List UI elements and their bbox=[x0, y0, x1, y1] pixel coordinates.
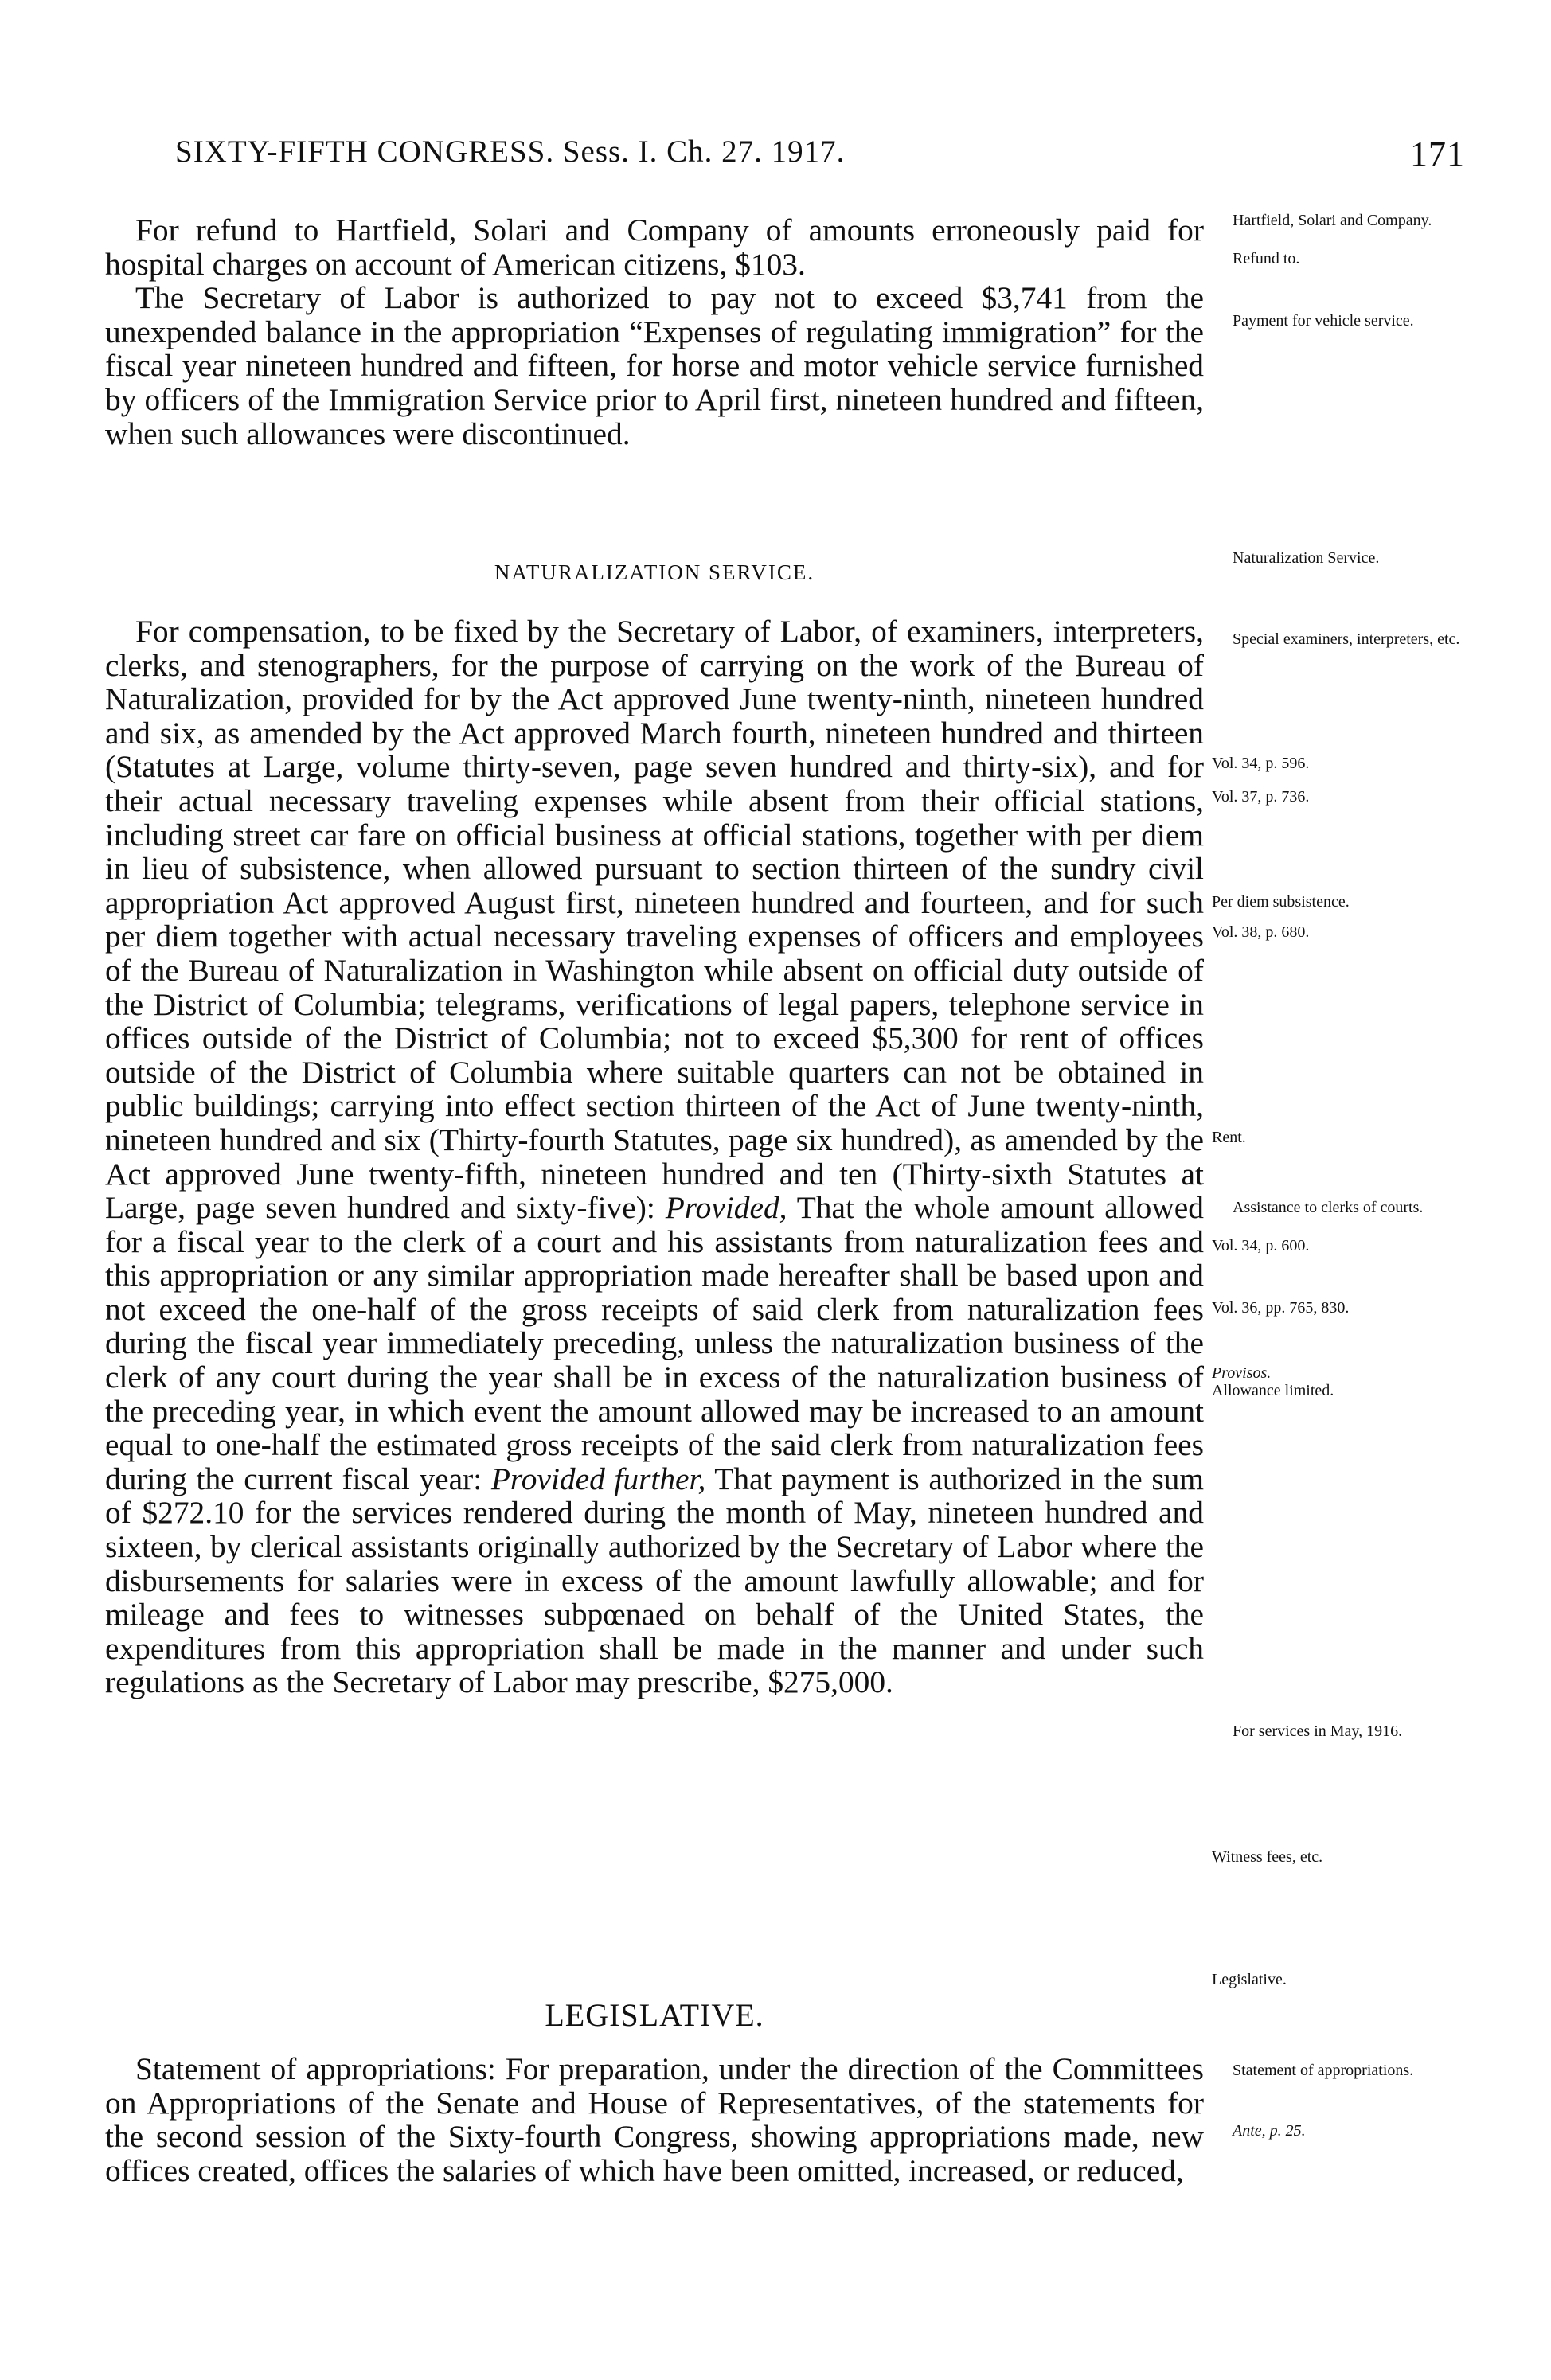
heading-naturalization-service: NATURALIZATION SERVICE. bbox=[494, 560, 815, 584]
margin-note-hartfield: Hartfield, Solari and Company. bbox=[1233, 212, 1432, 229]
margin-note-legislative: Legislative. bbox=[1212, 1971, 1287, 1988]
margin-note-naturalization: Naturalization Service. bbox=[1233, 549, 1380, 567]
paragraph-statement-of-appropriations: Statement of appropriations: For preparation, under the direction of the Committees on Appropriations of the Senate and House of Representatives, of the statements for the second session of the Sixty-fourth Congress, showing appropriations made, new offices created, offices the salaries of which have been omitted, increased, or reduced, bbox=[105, 2051, 1204, 2188]
running-title: SIXTY-FIFTH CONGRESS. Sess. I. Ch. 27. 1917. bbox=[175, 135, 846, 169]
section-refunds bbox=[105, 213, 1204, 451]
text-compensation-part2: That the whole amount allowed for a fiscal year to the clerk of a court and his assistants from naturalization fees and this appropriation or any similar appropriation made hereafter shall be based upon and not exceed the one-half of the gross receipts of said clerk from naturalization fees during the fiscal year immediately preceding, unless the naturalization business of the clerk of any court during the year shall be in excess of the naturalization business of the preceding year, in which event the amount allowed may be increased to an amount equal to one-half the estimated gross receipts of the said clerk from naturalization fees during the current fiscal year: bbox=[105, 1190, 1204, 1496]
section-legislative bbox=[105, 2052, 1204, 2187]
paragraph-hartfield-refund: For refund to Hartfield, Solari and Company of amounts erroneously paid for hospital charges on account of American citizens, $103. bbox=[105, 213, 1204, 282]
margin-note-vol34-600: Vol. 34, p. 600. bbox=[1212, 1237, 1310, 1254]
margin-note-per-diem: Per diem subsistence. bbox=[1212, 893, 1350, 911]
proviso-provided-further: Provided further, bbox=[490, 1461, 706, 1496]
page-number: 171 bbox=[1410, 135, 1465, 174]
margin-note-rent: Rent. bbox=[1212, 1129, 1246, 1146]
margin-note-vol38-680: Vol. 38, p. 680. bbox=[1212, 923, 1310, 941]
text-compensation-part1: For compensation, to be fixed by the Secretary of Labor, of examiners, interpreters, clerks, and stenographers, for the purpose of carrying on the work of the Bureau of Naturalization, provided for by the Act approved June twenty-ninth, nineteen hundred and six, as amended by the Act approved March fourth, nineteen hundred and thirteen (Statutes at Large, volume thirty-seven, page seven hundred and thirty-six), and for their actual necessary traveling expenses while absent from their official stations, including street car fare on official business at official stations, together with per diem in lieu of subsistence, when allowed pursuant to section thirteen of the sundry civil appropriation Act approved August first, nineteen hundred and fourteen, and for such per diem together with actual necessary traveling expenses of officers and employees of the Bureau of Naturalization in Washington while absent on official duty outside of the District of Columbia; telegrams, verifications of legal papers, telephone service in offices outside of the District of Columbia; not to exceed $5,300 for rent of offices outside of the District of Columbia where suitable quarters can not be obtained in public buildings; carrying into effect section thirteen of the Act of June twenty-ninth, nineteen hundred and six (Thirty-fourth Statutes, page six hundred), as amended by the Act approved June twenty-fifth, nineteen hundred and ten (Thirty-sixth Statutes at Large, page seven hundred and sixty-five): bbox=[105, 614, 1204, 1226]
margin-note-assistance-clerks: Assistance to clerks of courts. bbox=[1233, 1199, 1424, 1216]
heading-legislative: LEGISLATIVE. bbox=[545, 1997, 764, 2033]
margin-note-vol36: Vol. 36, pp. 765, 830. bbox=[1212, 1299, 1350, 1317]
margin-note-witness-fees: Witness fees, etc. bbox=[1212, 1848, 1323, 1866]
paragraph-naturalization-compensation bbox=[105, 615, 1204, 1699]
margin-note-ante: Ante, p. 25. bbox=[1233, 2122, 1306, 2140]
margin-note-allowance-limited: Allowance limited. bbox=[1212, 1382, 1334, 1399]
proviso-provided: Provided, bbox=[665, 1190, 787, 1226]
margin-note-refund: Refund to. bbox=[1233, 250, 1300, 267]
section-naturalization bbox=[105, 615, 1204, 1699]
text-compensation-part3: That payment is authorized in the sum of $272.10 for the services rendered during the month of May, nineteen hundred and sixteen, by clerical assistants originally authorized by the Secretary of Labor where the disbursements for salaries were in excess of the amount lawfully allowable; and for mileage and fees to witnesses subpœnaed on behalf of the United States, the expenditures from this appropriation shall be made in the manner and under such regulations as the Secretary of Labor may prescribe, $275,000. bbox=[105, 1461, 1205, 1700]
page-header bbox=[175, 134, 1465, 181]
margin-note-statement: Statement of appropriations. bbox=[1233, 2062, 1414, 2079]
margin-note-may-1916: For services in May, 1916. bbox=[1233, 1723, 1403, 1740]
margin-note-examiners: Special examiners, interpreters, etc. bbox=[1233, 630, 1460, 648]
margin-note-vol37-736: Vol. 37, p. 736. bbox=[1212, 788, 1310, 806]
margin-note-vol34-596: Vol. 34, p. 596. bbox=[1212, 755, 1310, 772]
margin-note-provisos: Provisos. bbox=[1212, 1364, 1272, 1382]
paragraph-vehicle-payment: The Secretary of Labor is authorized to pay not to exceed $3,741 from the unexpended balance in the appropriation “Expenses of regulating immigration” for the fiscal year nineteen hundred and fifteen, for horse and motor vehicle service furnished by officers of the Immigration Service prior to April first, nineteen hundred and fifteen, when such allowances were discontinued. bbox=[105, 280, 1204, 451]
margin-note-vehicle-service: Payment for vehicle service. bbox=[1233, 312, 1414, 330]
